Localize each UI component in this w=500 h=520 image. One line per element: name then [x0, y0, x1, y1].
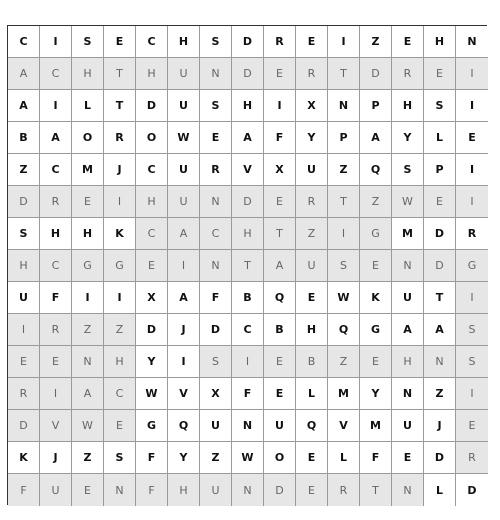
- grid-cell[interactable]: E: [296, 282, 328, 314]
- grid-cell[interactable]: I: [8, 314, 40, 346]
- grid-cell[interactable]: Z: [424, 378, 456, 410]
- grid-cell[interactable]: E: [72, 186, 104, 218]
- grid-cell[interactable]: H: [296, 314, 328, 346]
- grid-cell[interactable]: H: [168, 26, 200, 58]
- grid-cell[interactable]: N: [104, 474, 136, 506]
- grid-cell[interactable]: E: [264, 378, 296, 410]
- grid-cell[interactable]: R: [200, 154, 232, 186]
- grid-cell[interactable]: E: [456, 122, 488, 154]
- grid-cell[interactable]: E: [296, 474, 328, 506]
- grid-cell[interactable]: W: [232, 442, 264, 474]
- grid-cell[interactable]: E: [264, 186, 296, 218]
- grid-cell[interactable]: W: [136, 378, 168, 410]
- grid-cell[interactable]: E: [392, 442, 424, 474]
- grid-cell[interactable]: F: [8, 474, 40, 506]
- grid-cell[interactable]: V: [328, 410, 360, 442]
- grid-cell[interactable]: O: [72, 122, 104, 154]
- grid-cell[interactable]: C: [40, 154, 72, 186]
- grid-cell[interactable]: E: [72, 474, 104, 506]
- grid-cell[interactable]: R: [456, 218, 488, 250]
- grid-cell[interactable]: E: [392, 26, 424, 58]
- grid-cell[interactable]: A: [232, 122, 264, 154]
- grid-cell[interactable]: D: [232, 186, 264, 218]
- grid-cell[interactable]: D: [424, 250, 456, 282]
- grid-cell[interactable]: D: [232, 26, 264, 58]
- grid-cell[interactable]: J: [424, 410, 456, 442]
- grid-cell[interactable]: T: [360, 474, 392, 506]
- grid-cell[interactable]: A: [72, 378, 104, 410]
- grid-cell[interactable]: F: [136, 474, 168, 506]
- grid-cell[interactable]: P: [328, 122, 360, 154]
- grid-cell[interactable]: E: [424, 58, 456, 90]
- grid-cell[interactable]: N: [392, 250, 424, 282]
- grid-cell[interactable]: E: [264, 58, 296, 90]
- grid-cell[interactable]: I: [40, 90, 72, 122]
- grid-cell[interactable]: Z: [296, 218, 328, 250]
- grid-cell[interactable]: J: [104, 154, 136, 186]
- grid-cell[interactable]: N: [328, 90, 360, 122]
- grid-cell[interactable]: T: [424, 282, 456, 314]
- grid-cell[interactable]: Y: [136, 346, 168, 378]
- grid-cell[interactable]: I: [456, 90, 488, 122]
- grid-cell[interactable]: T: [264, 218, 296, 250]
- grid-cell[interactable]: U: [40, 474, 72, 506]
- grid-cell[interactable]: H: [104, 346, 136, 378]
- grid-cell[interactable]: R: [328, 474, 360, 506]
- grid-cell[interactable]: K: [104, 218, 136, 250]
- grid-cell[interactable]: P: [424, 154, 456, 186]
- grid-cell[interactable]: T: [328, 186, 360, 218]
- grid-cell[interactable]: A: [8, 90, 40, 122]
- grid-cell[interactable]: Z: [72, 314, 104, 346]
- grid-cell[interactable]: L: [72, 90, 104, 122]
- grid-cell[interactable]: P: [360, 90, 392, 122]
- grid-cell[interactable]: H: [136, 186, 168, 218]
- grid-cell[interactable]: H: [232, 218, 264, 250]
- grid-cell[interactable]: W: [72, 410, 104, 442]
- grid-cell[interactable]: L: [296, 378, 328, 410]
- grid-cell[interactable]: E: [424, 186, 456, 218]
- grid-cell[interactable]: G: [136, 410, 168, 442]
- grid-cell[interactable]: E: [360, 250, 392, 282]
- grid-cell[interactable]: G: [360, 314, 392, 346]
- grid-cell[interactable]: O: [264, 442, 296, 474]
- grid-cell[interactable]: S: [200, 26, 232, 58]
- grid-cell[interactable]: C: [136, 218, 168, 250]
- grid-cell[interactable]: D: [200, 314, 232, 346]
- grid-cell[interactable]: G: [72, 250, 104, 282]
- grid-cell[interactable]: E: [456, 410, 488, 442]
- grid-cell[interactable]: D: [8, 410, 40, 442]
- grid-cell[interactable]: U: [168, 58, 200, 90]
- grid-cell[interactable]: H: [40, 218, 72, 250]
- grid-cell[interactable]: U: [200, 474, 232, 506]
- grid-cell[interactable]: M: [360, 410, 392, 442]
- grid-cell[interactable]: M: [392, 218, 424, 250]
- grid-cell[interactable]: G: [360, 218, 392, 250]
- grid-cell[interactable]: Q: [168, 410, 200, 442]
- grid-cell[interactable]: C: [40, 250, 72, 282]
- grid-cell[interactable]: N: [200, 186, 232, 218]
- grid-cell[interactable]: D: [264, 474, 296, 506]
- grid-cell[interactable]: Z: [360, 186, 392, 218]
- grid-cell[interactable]: I: [456, 58, 488, 90]
- grid-cell[interactable]: E: [296, 442, 328, 474]
- grid-cell[interactable]: I: [72, 282, 104, 314]
- grid-cell[interactable]: M: [328, 378, 360, 410]
- grid-cell[interactable]: O: [136, 122, 168, 154]
- grid-cell[interactable]: S: [456, 314, 488, 346]
- grid-cell[interactable]: F: [360, 442, 392, 474]
- grid-cell[interactable]: Z: [72, 442, 104, 474]
- grid-cell[interactable]: D: [456, 474, 488, 506]
- grid-cell[interactable]: L: [328, 442, 360, 474]
- grid-cell[interactable]: E: [104, 410, 136, 442]
- grid-cell[interactable]: Z: [8, 154, 40, 186]
- grid-cell[interactable]: H: [8, 250, 40, 282]
- grid-cell[interactable]: B: [264, 314, 296, 346]
- grid-cell[interactable]: U: [8, 282, 40, 314]
- grid-cell[interactable]: E: [8, 346, 40, 378]
- grid-cell[interactable]: S: [456, 346, 488, 378]
- grid-cell[interactable]: K: [8, 442, 40, 474]
- grid-cell[interactable]: A: [40, 122, 72, 154]
- grid-cell[interactable]: R: [8, 378, 40, 410]
- grid-cell[interactable]: S: [104, 442, 136, 474]
- grid-cell[interactable]: E: [264, 346, 296, 378]
- grid-cell[interactable]: D: [136, 90, 168, 122]
- grid-cell[interactable]: R: [392, 58, 424, 90]
- grid-cell[interactable]: X: [264, 154, 296, 186]
- word-search-grid: [7, 25, 487, 505]
- grid-cell[interactable]: E: [104, 26, 136, 58]
- grid-cell[interactable]: V: [168, 378, 200, 410]
- grid-cell[interactable]: B: [296, 346, 328, 378]
- grid-cell[interactable]: I: [168, 250, 200, 282]
- grid-cell[interactable]: Y: [168, 442, 200, 474]
- grid-cell[interactable]: U: [296, 154, 328, 186]
- grid-cell[interactable]: I: [328, 218, 360, 250]
- grid-cell[interactable]: I: [456, 154, 488, 186]
- grid-cell[interactable]: N: [456, 26, 488, 58]
- grid-cell[interactable]: C: [8, 26, 40, 58]
- grid-cell[interactable]: X: [200, 378, 232, 410]
- grid-cell[interactable]: I: [232, 346, 264, 378]
- grid-cell[interactable]: Y: [392, 122, 424, 154]
- grid-cell[interactable]: N: [232, 410, 264, 442]
- grid-cell[interactable]: Q: [264, 282, 296, 314]
- grid-cell[interactable]: E: [200, 122, 232, 154]
- grid-cell[interactable]: A: [392, 314, 424, 346]
- grid-cell[interactable]: C: [136, 26, 168, 58]
- grid-cell[interactable]: R: [104, 122, 136, 154]
- grid-cell[interactable]: S: [424, 90, 456, 122]
- grid-cell[interactable]: U: [296, 250, 328, 282]
- grid-cell[interactable]: N: [392, 378, 424, 410]
- grid-cell[interactable]: W: [328, 282, 360, 314]
- grid-cell[interactable]: F: [200, 282, 232, 314]
- grid-cell[interactable]: D: [360, 58, 392, 90]
- grid-cell[interactable]: R: [296, 58, 328, 90]
- grid-cell[interactable]: R: [264, 26, 296, 58]
- grid-cell[interactable]: F: [136, 442, 168, 474]
- grid-cell[interactable]: F: [264, 122, 296, 154]
- grid-cell[interactable]: Z: [200, 442, 232, 474]
- grid-cell[interactable]: K: [360, 282, 392, 314]
- grid-cell[interactable]: Z: [328, 154, 360, 186]
- grid-cell[interactable]: X: [136, 282, 168, 314]
- grid-cell[interactable]: S: [328, 250, 360, 282]
- grid-cell[interactable]: J: [168, 314, 200, 346]
- grid-cell[interactable]: W: [392, 186, 424, 218]
- grid-cell[interactable]: N: [232, 474, 264, 506]
- grid-cell[interactable]: T: [328, 58, 360, 90]
- grid-cell[interactable]: R: [456, 442, 488, 474]
- grid-cell[interactable]: L: [424, 474, 456, 506]
- grid-cell[interactable]: E: [360, 346, 392, 378]
- grid-cell[interactable]: Z: [360, 26, 392, 58]
- grid-cell[interactable]: C: [200, 218, 232, 250]
- grid-cell[interactable]: T: [104, 58, 136, 90]
- grid-cell[interactable]: H: [232, 90, 264, 122]
- grid-cell[interactable]: U: [168, 154, 200, 186]
- grid-cell[interactable]: S: [392, 154, 424, 186]
- grid-cell[interactable]: R: [40, 314, 72, 346]
- grid-cell[interactable]: I: [104, 282, 136, 314]
- grid-cell[interactable]: V: [232, 154, 264, 186]
- grid-cell[interactable]: S: [72, 26, 104, 58]
- grid-cell[interactable]: A: [360, 122, 392, 154]
- grid-cell[interactable]: E: [40, 346, 72, 378]
- grid-cell[interactable]: X: [296, 90, 328, 122]
- grid-cell[interactable]: M: [72, 154, 104, 186]
- grid-cell[interactable]: U: [168, 90, 200, 122]
- grid-cell[interactable]: J: [40, 442, 72, 474]
- grid-cell[interactable]: U: [200, 410, 232, 442]
- grid-cell[interactable]: C: [104, 378, 136, 410]
- grid-cell[interactable]: F: [232, 378, 264, 410]
- grid-cell[interactable]: T: [232, 250, 264, 282]
- grid-cell[interactable]: G: [104, 250, 136, 282]
- grid-cell[interactable]: Z: [104, 314, 136, 346]
- grid-cell[interactable]: H: [424, 26, 456, 58]
- grid-cell[interactable]: H: [136, 58, 168, 90]
- grid-cell[interactable]: H: [392, 90, 424, 122]
- grid-cell[interactable]: I: [456, 186, 488, 218]
- grid-cell[interactable]: I: [104, 186, 136, 218]
- grid-cell[interactable]: D: [8, 186, 40, 218]
- grid-cell[interactable]: I: [456, 282, 488, 314]
- grid-cell[interactable]: D: [136, 314, 168, 346]
- grid-cell[interactable]: D: [232, 58, 264, 90]
- grid-cell[interactable]: L: [424, 122, 456, 154]
- grid-cell[interactable]: Q: [296, 410, 328, 442]
- grid-cell[interactable]: I: [168, 346, 200, 378]
- grid-cell[interactable]: S: [200, 90, 232, 122]
- grid-cell[interactable]: U: [392, 282, 424, 314]
- grid-cell[interactable]: S: [8, 218, 40, 250]
- grid-cell[interactable]: Z: [328, 346, 360, 378]
- grid-cell[interactable]: N: [392, 474, 424, 506]
- grid-cell[interactable]: Q: [328, 314, 360, 346]
- grid-cell[interactable]: N: [200, 58, 232, 90]
- grid-cell[interactable]: S: [200, 346, 232, 378]
- grid-cell[interactable]: T: [104, 90, 136, 122]
- grid-cell[interactable]: I: [456, 378, 488, 410]
- grid-cell[interactable]: I: [40, 378, 72, 410]
- grid-cell[interactable]: U: [168, 186, 200, 218]
- grid-cell[interactable]: H: [72, 58, 104, 90]
- grid-cell[interactable]: H: [392, 346, 424, 378]
- grid-cell[interactable]: A: [168, 218, 200, 250]
- grid-cell[interactable]: C: [40, 58, 72, 90]
- grid-cell[interactable]: C: [232, 314, 264, 346]
- grid-cell[interactable]: Y: [296, 122, 328, 154]
- grid-cell[interactable]: N: [200, 250, 232, 282]
- grid-cell[interactable]: H: [72, 218, 104, 250]
- grid-cell[interactable]: H: [168, 474, 200, 506]
- grid-cell[interactable]: V: [40, 410, 72, 442]
- grid-cell[interactable]: F: [40, 282, 72, 314]
- grid-cell[interactable]: N: [424, 346, 456, 378]
- grid-cell[interactable]: G: [456, 250, 488, 282]
- grid-cell[interactable]: R: [296, 186, 328, 218]
- grid-cell[interactable]: B: [8, 122, 40, 154]
- grid-cell[interactable]: D: [424, 218, 456, 250]
- grid-cell[interactable]: I: [328, 26, 360, 58]
- grid-cell[interactable]: A: [424, 314, 456, 346]
- grid-cell[interactable]: Y: [360, 378, 392, 410]
- grid-cell[interactable]: C: [136, 154, 168, 186]
- grid-cell[interactable]: A: [8, 58, 40, 90]
- grid-cell[interactable]: N: [72, 346, 104, 378]
- grid-cell[interactable]: E: [296, 26, 328, 58]
- grid-cell[interactable]: Q: [360, 154, 392, 186]
- grid-cell[interactable]: A: [264, 250, 296, 282]
- grid-cell[interactable]: E: [136, 250, 168, 282]
- grid-cell[interactable]: U: [264, 410, 296, 442]
- grid-cell[interactable]: I: [40, 26, 72, 58]
- grid-cell[interactable]: U: [392, 410, 424, 442]
- grid-cell[interactable]: W: [168, 122, 200, 154]
- grid-cell[interactable]: I: [264, 90, 296, 122]
- grid-cell[interactable]: D: [424, 442, 456, 474]
- grid-cell[interactable]: B: [232, 282, 264, 314]
- grid-cell[interactable]: A: [168, 282, 200, 314]
- grid-cell[interactable]: R: [40, 186, 72, 218]
